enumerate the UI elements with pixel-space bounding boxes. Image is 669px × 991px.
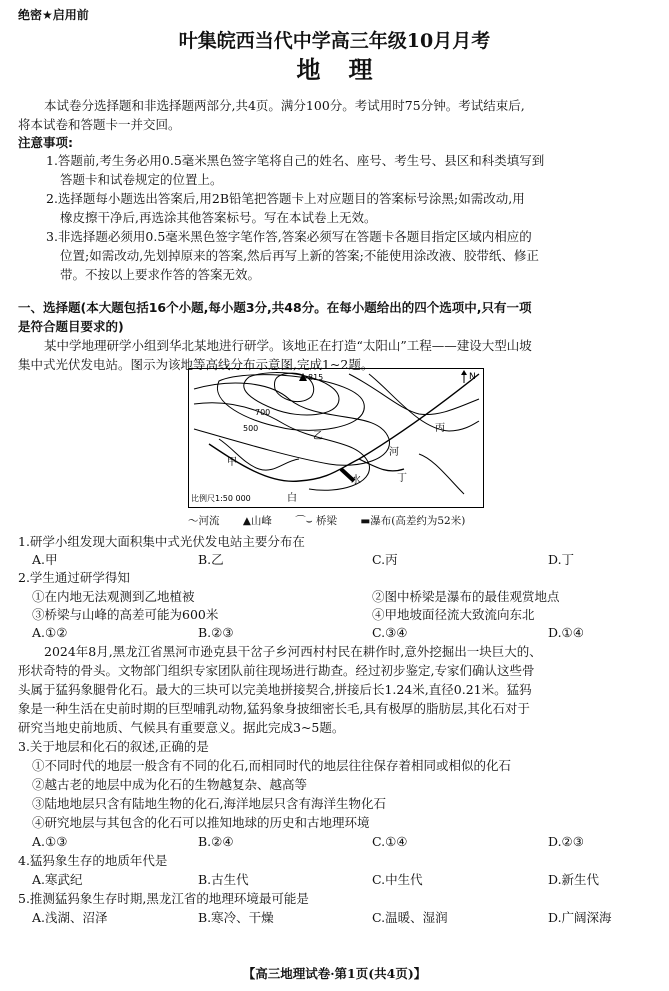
q5-option-b[interactable]: B.寒冷、干燥 [198,910,274,925]
q3-statement: ③陆地地层只含有陆地生物的化石,海洋地层只含有海洋生物化石 [32,796,386,811]
q2-statement: ②图中桥梁是瀑布的最佳观赏地点 [372,589,560,604]
q5-option-d[interactable]: D.广阔深海 [548,910,612,925]
q3-option-c[interactable]: C.①④ [372,834,408,849]
legend-bridge: ⌒⌣ 桥梁 [295,515,338,527]
contour-label: 700 [255,408,271,417]
q2-option-b[interactable]: B.②③ [198,625,234,640]
contour-map [188,368,484,508]
notice-line: 橡皮擦干净后,再选涂其他答案标号。写在本试卷上无效。 [60,210,377,225]
water-label: 水 [351,475,361,486]
q2-option-d[interactable]: D.①④ [548,625,584,640]
q3-statement: ②越古老的地层中成为化石的生物越复杂、越高等 [32,777,308,792]
passage1-line: 某中学地理研学小组到华北某地进行研学。该地正在打造“太阳山”工程——建设大型山坡 [44,338,532,353]
legend-river: 〜河流 [188,515,220,527]
section-heading: 一、选择题(本大题包括16个小题,每小题3分,共48分。在每小题给出的四个选项中,只有一项 [18,300,532,315]
legend-peak: ▲山峰 [242,515,272,527]
q2-statement: ①在内地无法观测到乙地植被 [32,589,195,604]
notice-line: 带。不按以上要求作答的答案无效。 [60,267,261,282]
notice-line: 3.非选择题必须用0.5毫米黑色签字笔作答,答案必须写在答题卡各题目指定区域内相应的 [46,229,532,244]
passage2-line: 象是一种生活在史前时期的巨型哺乳动物,猛犸象身披细密长毛,具有极厚的脂肪层,其化石对于 [18,701,530,716]
notice-line: 答题卡和试卷规定的位置上。 [60,172,223,187]
q4-option-b[interactable]: B.古生代 [198,872,249,887]
q2-option-a[interactable]: A.①② [32,625,68,640]
place-ding: 丁 [397,473,407,484]
subject-title: 地理 [296,55,401,84]
notice-heading: 注意事项: [18,135,73,150]
notice-line: 1.答题前,考生务必用0.5毫米黑色签字笔将自己的姓名、座号、考生号、县区和科类填写到 [46,153,545,168]
place-bing: 丙 [435,423,445,434]
place-jia: 甲 [227,457,237,468]
north-label: N [469,372,476,382]
q3-stem: 3.关于地层和化石的叙述,正确的是 [18,739,209,754]
q2-option-c[interactable]: C.③④ [372,625,408,640]
section-heading-cont: 是符合题目要求的) [18,319,124,334]
q1-option-d[interactable]: D.丁 [548,552,575,567]
legend-waterfall: ▬瀑布(高差约为52米) [360,515,466,527]
q5-option-c[interactable]: C.温暖、湿润 [372,910,448,925]
passage2-line: 形状奇特的骨头。文物部门组织专家团队前往现场进行勘查。经过初步鉴定,专家们确认这些骨 [18,663,535,678]
q1-option-c[interactable]: C.丙 [372,552,398,567]
legend-bridge-label: 桥梁 [316,515,338,527]
place-yi: 乙 [313,431,323,442]
exam-title: 叶集皖西当代中学高三年级10月月考 [178,30,491,52]
q3-option-d[interactable]: D.②③ [548,834,584,849]
legend-peak-label: 山峰 [250,515,272,527]
q2-stem: 2.学生通过研学得知 [18,570,130,585]
contour-label: 500 [243,424,259,433]
secret-label: 绝密★启用前 [18,8,89,22]
north-arrow-head [461,370,467,375]
map-legend [188,512,488,531]
passage2-line: 2024年8月,黑龙江省黑河市逊克县干岔子乡河西村村民在耕作时,意外挖掘出一块巨大的、 [44,644,542,659]
passage1-line: 集中式光伏发电站。图示为该地等高线分布示意图,完成1~2题。 [18,357,374,372]
q2-statement: ④甲地坡面径流大致流向东北 [372,607,535,622]
q3-statement: ①不同时代的地层一般含有不同的化石,而相同时代的地层往往保存着相同或相似的化石 [32,758,511,773]
q1-option-a[interactable]: A.甲 [32,552,58,567]
q2-statement: ③桥梁与山峰的高差可能为600米 [32,607,219,622]
page-footer: 【高三地理试卷·第1页(共4页)】 [242,966,427,981]
q3-option-a[interactable]: A.①③ [32,834,68,849]
q4-option-d[interactable]: D.新生代 [548,872,600,887]
q3-option-b[interactable]: B.②④ [198,834,234,849]
peak-elevation: 815 [308,373,324,382]
q5-stem: 5.推测猛犸象生存时期,黑龙江省的地理环境最可能是 [18,891,309,906]
river-label-bai: 白 [287,493,297,504]
passage2-line: 研究当地史前地质、气候具有重要意义。据此完成3~5题。 [18,720,345,735]
legend-river-label: 河流 [198,515,220,527]
map-scale: 比例尺1:50 000 [191,494,251,503]
passage2-line: 头属于猛犸象腿骨化石。最大的三块可以完美地拼接契合,拼接后长1.24米,直径0.21米。猛犸 [18,682,532,697]
q3-statement: ④研究地层与其包含的化石可以推知地球的历史和古地理环境 [32,815,370,830]
q1-stem: 1.研学小组发现大面积集中式光伏发电站主要分布在 [18,534,305,549]
river-label: 河 [389,447,399,458]
q5-option-a[interactable]: A.浅湖、沼泽 [32,910,108,925]
notice-line: 2.选择题每小题选出答案后,用2B铅笔把答题卡上对应题目的答案标号涂黑;如需改动,用 [46,191,525,206]
q4-option-a[interactable]: A.寒武纪 [32,872,83,887]
q4-option-c[interactable]: C.中生代 [372,872,423,887]
intro-line-2: 将本试卷和答题卡一并交回。 [18,117,181,132]
legend-waterfall-label: 瀑布(高差约为52米) [370,515,466,527]
notice-line: 位置;如需改动,先划掉原来的答案,然后再写上新的答案;不能使用涂改液、胶带纸、修正 [60,248,539,263]
q1-option-b[interactable]: B.乙 [198,552,224,567]
contour-map-graphic [189,369,483,507]
intro-line-1: 本试卷分选择题和非选择题两部分,共4页。满分100分。考试用时75分钟。考试结束后, [44,98,525,113]
q4-stem: 4.猛犸象生存的地质年代是 [18,853,168,868]
